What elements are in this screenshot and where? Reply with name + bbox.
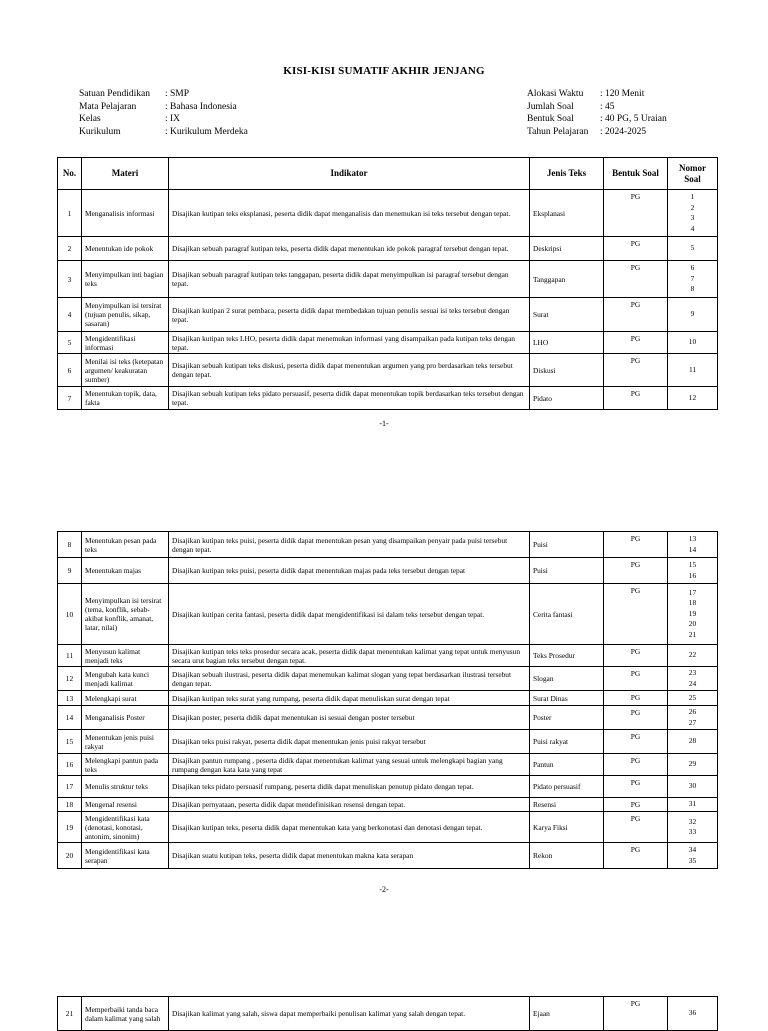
nomor-soal-value: 31 xyxy=(688,799,697,809)
bentuk-soal-cell: PG xyxy=(604,706,668,730)
indikator-cell: Disajikan kutipan 2 surat pembaca, peserta didik dapat membedakan tujuan penulis sesuai isi teks tersebut dengan tepat. xyxy=(169,298,530,332)
nomor-soal-value: 5 xyxy=(690,243,695,253)
table-body xyxy=(58,532,718,869)
indikator-cell: Disajikan pantun rumpang , peserta didik dapat menentukan kalimat yang sesuai untuk melengkapi bagian yang rumpang dengan kata kata yang tepat xyxy=(169,754,530,776)
info-row xyxy=(79,88,248,101)
table-row xyxy=(58,558,718,584)
indikator-cell: Disajikan kutipan teks surat yang rumpang, peserta didik dapat menuliskan surat dengan tepat xyxy=(169,691,530,706)
header-jenis-teks: Jenis Teks xyxy=(530,158,604,190)
table-row xyxy=(58,354,718,387)
row-number: 10 xyxy=(58,584,82,645)
nomor-soal-cell xyxy=(668,298,718,332)
bentuk-soal-cell: PG xyxy=(604,997,668,1031)
materi-cell: Menentukan pesan pada teks xyxy=(82,532,169,558)
document-title: KISI-KISI SUMATIF AKHIR JENJANG xyxy=(283,65,485,77)
row-number: 6 xyxy=(58,354,82,387)
materi-cell: Menentukan topik, data, fakta xyxy=(82,387,169,410)
jenis-teks-cell: Puisi xyxy=(530,558,604,584)
materi-cell: Mengubah kata kunci menjadi kalimat xyxy=(82,667,169,691)
jenis-teks-cell: Tanggapan xyxy=(530,261,604,298)
indikator-cell: Disajikan kutipan teks eksplanasi, peserta didik dapat menganalisis dan menemukan isi teks tersebut dengan tepat. xyxy=(169,190,530,237)
bentuk-soal-cell: PG xyxy=(604,754,668,776)
info-value: : SMP xyxy=(165,88,189,101)
materi-cell: Mengidentifikasi informasi xyxy=(82,332,169,354)
info-label: Kurikulum xyxy=(79,126,121,137)
table-row xyxy=(58,387,718,410)
info-value: : 45 xyxy=(600,101,615,114)
info-label: Bentuk Soal xyxy=(527,114,574,124)
bentuk-soal-cell: PG xyxy=(604,798,668,812)
info-row xyxy=(527,126,667,139)
jenis-teks-cell: Karya Fiksi xyxy=(530,812,604,843)
info-label: Satuan Pendidikan xyxy=(79,89,150,99)
table-row xyxy=(58,730,718,754)
jenis-teks-cell: Deskripsi xyxy=(530,237,604,261)
jenis-teks-cell: Pidato xyxy=(530,387,604,410)
nomor-soal-value: 24 xyxy=(688,678,697,688)
info-row xyxy=(79,101,248,114)
nomor-soal-value: 17 xyxy=(688,587,697,597)
nomor-soal-value: 6 xyxy=(690,263,695,273)
info-label: Jumlah Soal xyxy=(527,101,574,112)
nomor-soal-cell xyxy=(668,532,718,558)
indikator-cell: Disajikan poster, peserta didik dapat menentukan isi sesuai dengan poster tersebut xyxy=(169,706,530,730)
nomor-soal-value: 22 xyxy=(688,650,697,660)
materi-cell: Menentukan majas xyxy=(82,558,169,584)
table-row xyxy=(58,706,718,730)
jenis-teks-cell: Slogan xyxy=(530,667,604,691)
bentuk-soal-cell: PG xyxy=(604,354,668,387)
indikator-cell: Disajikan teks puisi rakyat, peserta didik dapat menentukan jenis puisi rakyat tersebut xyxy=(169,730,530,754)
materi-cell: Menentukan ide pokok xyxy=(82,237,169,261)
table-row xyxy=(58,261,718,298)
page-number: -2- xyxy=(379,885,389,894)
nomor-soal-value: 35 xyxy=(688,855,697,865)
indikator-cell: Disajikan sebuah paragraf kutipan teks, peserta didik dapat menentukan ide pokok paragraf tersebut dengan tepat. xyxy=(169,237,530,261)
table-row xyxy=(58,532,718,558)
info-row xyxy=(527,101,667,114)
nomor-soal-value: 32 xyxy=(688,816,697,826)
nomor-soal-cell xyxy=(668,645,718,667)
row-number: 7 xyxy=(58,387,82,410)
nomor-soal-value: 20 xyxy=(688,619,697,629)
materi-cell: Menganalisis Poster xyxy=(82,706,169,730)
header-materi: Materi xyxy=(82,158,169,190)
bentuk-soal-cell: PG xyxy=(604,387,668,410)
nomor-soal-cell xyxy=(668,730,718,754)
nomor-soal-cell xyxy=(668,667,718,691)
nomor-soal-value: 29 xyxy=(688,759,697,769)
row-number: 18 xyxy=(58,798,82,812)
materi-cell: Menyimpulkan inti bagian teks xyxy=(82,261,169,298)
row-number: 11 xyxy=(58,645,82,667)
nomor-soal-cell xyxy=(668,691,718,706)
materi-cell: Menyimpulkan isi tersirat (tujuan penulis, sikap, sasaran) xyxy=(82,298,169,332)
kisi-table-page-1 xyxy=(57,157,718,410)
nomor-soal-cell xyxy=(668,843,718,869)
info-value: : IX xyxy=(165,113,180,126)
nomor-soal-cell xyxy=(668,798,718,812)
info-label: Mata Pelajaran xyxy=(79,101,137,112)
materi-cell: Memperbaiki tanda baca dalam kalimat yang salah xyxy=(82,997,169,1031)
bentuk-soal-cell: PG xyxy=(604,558,668,584)
table-row xyxy=(58,798,718,812)
header-indikator: Indikator xyxy=(169,158,530,190)
nomor-soal-value: 25 xyxy=(688,692,697,702)
nomor-soal-value: 26 xyxy=(688,707,697,716)
row-number: 8 xyxy=(58,532,82,558)
table-row xyxy=(58,667,718,691)
kisi-table-page-3 xyxy=(57,996,718,1031)
nomor-soal-value: 4 xyxy=(690,223,695,233)
row-number: 17 xyxy=(58,776,82,798)
table-row xyxy=(58,237,718,261)
nomor-soal-value: 36 xyxy=(688,1008,697,1018)
nomor-soal-cell xyxy=(668,261,718,298)
nomor-soal-value: 18 xyxy=(688,598,697,608)
table-body xyxy=(58,997,718,1031)
info-value: : 120 Menit xyxy=(600,88,644,101)
info-row xyxy=(79,113,248,126)
info-value: : Bahasa Indonesia xyxy=(165,101,237,114)
table-row xyxy=(58,332,718,354)
info-value: : 2024-2025 xyxy=(600,126,646,139)
row-number: 2 xyxy=(58,237,82,261)
nomor-soal-cell xyxy=(668,812,718,843)
jenis-teks-cell: Pidato persuasif xyxy=(530,776,604,798)
materi-cell: Melengkapi surat xyxy=(82,691,169,706)
nomor-soal-cell xyxy=(668,706,718,730)
nomor-soal-value: 1 xyxy=(690,192,695,201)
bentuk-soal-cell: PG xyxy=(604,332,668,354)
nomor-soal-value: 7 xyxy=(690,273,695,283)
jenis-teks-cell: Ejaan xyxy=(530,997,604,1031)
row-number: 5 xyxy=(58,332,82,354)
materi-cell: Menulis struktur teks xyxy=(82,776,169,798)
jenis-teks-cell: Pantun xyxy=(530,754,604,776)
indikator-cell: Disajikan kutipan teks LHO, peserta didik dapat menemukan informasi yang disampaikan pada kutipan teks dengan tepat. xyxy=(169,332,530,354)
nomor-soal-cell xyxy=(668,776,718,798)
indikator-cell: Disajikan sebuah ilustrasi, peserta didik dapat menemukan kalimat slogan yang tepat berdasarkan ilustrasi tersebut dengan tepat. xyxy=(169,667,530,691)
nomor-soal-value: 19 xyxy=(688,608,697,618)
header-no: No. xyxy=(58,158,82,190)
nomor-soal-value: 28 xyxy=(688,736,697,746)
row-number: 16 xyxy=(58,754,82,776)
bentuk-soal-cell: PG xyxy=(604,532,668,558)
indikator-cell: Disajikan sebuah kutipan teks pidato persuasif, peserta didik dapat menentukan topik berdasarkan teks tersebut dengan tepat. xyxy=(169,387,530,410)
table-row xyxy=(58,812,718,843)
nomor-soal-cell xyxy=(668,584,718,645)
nomor-soal-cell xyxy=(668,237,718,261)
row-number: 3 xyxy=(58,261,82,298)
kisi-table-page-2 xyxy=(57,531,718,869)
info-row xyxy=(79,126,248,139)
jenis-teks-cell: Teks Prosedur xyxy=(530,645,604,667)
indikator-cell: Disajikan teks pidato persuasif rumpang, peserta didik dapat menuliskan penutup pidato dengan tepat. xyxy=(169,776,530,798)
table-row xyxy=(58,645,718,667)
nomor-soal-value: 12 xyxy=(688,392,697,402)
row-number: 14 xyxy=(58,706,82,730)
info-row xyxy=(527,113,667,126)
nomor-soal-cell xyxy=(668,332,718,354)
row-number: 1 xyxy=(58,190,82,237)
materi-cell: Menganalisis informasi xyxy=(82,190,169,237)
info-right xyxy=(527,88,667,138)
row-number: 20 xyxy=(58,843,82,869)
materi-cell: Mengenal resensi xyxy=(82,798,169,812)
indikator-cell: Disajikan kutipan teks, peserta didik dapat menentukan kata yang berkonotasi dan denotasi dengan tepat. xyxy=(169,812,530,843)
nomor-soal-value: 15 xyxy=(688,560,697,569)
info-row xyxy=(527,88,667,101)
materi-cell: Menyimpulkan isi tersirat (tema, konflik, sebab-akibat konflik, amanat, latar, nilai) xyxy=(82,584,169,645)
info-left xyxy=(79,88,248,138)
table-row xyxy=(58,776,718,798)
indikator-cell: Disajikan kalimat yang salah, siswa dapat memperbaiki penulisan kalimat yang salah dengan tepat. xyxy=(169,997,530,1031)
materi-cell: Melengkapi pantun pada teks xyxy=(82,754,169,776)
bentuk-soal-cell: PG xyxy=(604,584,668,645)
materi-cell: Mengidentifikasi kata serapan xyxy=(82,843,169,869)
indikator-cell: Disajikan sebuah kutipan teks diskusi, peserta didik dapat menentukan argumen yang pro berdasarkan teks tersebut dengan tepat. xyxy=(169,354,530,387)
jenis-teks-cell: LHO xyxy=(530,332,604,354)
materi-cell: Menilai isi teks (ketepatan argumen/ keakuratan sumber) xyxy=(82,354,169,387)
bentuk-soal-cell: PG xyxy=(604,812,668,843)
jenis-teks-cell: Surat Dinas xyxy=(530,691,604,706)
jenis-teks-cell: Puisi xyxy=(530,532,604,558)
table-row xyxy=(58,584,718,645)
table-header-row xyxy=(58,158,718,190)
page-number: -1- xyxy=(379,419,389,428)
nomor-soal-value: 13 xyxy=(688,534,697,543)
jenis-teks-cell: Puisi rakyat xyxy=(530,730,604,754)
indikator-cell: Disajikan kutipan teks teks prosedur secara acak, peserta didik dapat menentukan kalimat yang tepat untuk menyusun secara urut bagian teks tersebut dengan tepat. xyxy=(169,645,530,667)
indikator-cell: Disajikan pernyataan, peserta didik dapat mendefinisikan resensi dengan tepat. xyxy=(169,798,530,812)
nomor-soal-value: 33 xyxy=(688,827,697,836)
row-number: 4 xyxy=(58,298,82,332)
bentuk-soal-cell: PG xyxy=(604,730,668,754)
table-row xyxy=(58,843,718,869)
nomor-soal-value: 30 xyxy=(688,781,697,791)
bentuk-soal-cell: PG xyxy=(604,667,668,691)
bentuk-soal-cell: PG xyxy=(604,776,668,798)
bentuk-soal-cell: PG xyxy=(604,691,668,706)
nomor-soal-cell xyxy=(668,558,718,584)
nomor-soal-cell xyxy=(668,190,718,237)
nomor-soal-value: 8 xyxy=(690,284,695,294)
nomor-soal-value: 10 xyxy=(688,337,697,347)
nomor-soal-value: 9 xyxy=(690,309,695,319)
jenis-teks-cell: Eksplanasi xyxy=(530,190,604,237)
jenis-teks-cell: Resensi xyxy=(530,798,604,812)
nomor-soal-value: 21 xyxy=(688,629,697,639)
table-body xyxy=(58,190,718,410)
nomor-soal-value: 23 xyxy=(688,668,697,677)
header-bentuk-soal: Bentuk Soal xyxy=(604,158,668,190)
bentuk-soal-cell: PG xyxy=(604,190,668,237)
indikator-cell: Disajikan kutipan teks puisi, peserta didik dapat menentukan majas pada teks tersebut dengan tepat xyxy=(169,558,530,584)
jenis-teks-cell: Rekon xyxy=(530,843,604,869)
info-label: Kelas xyxy=(79,114,101,124)
indikator-cell: Disajikan suatu kutipan teks, peserta didik dapat menentukan makna kata serapan xyxy=(169,843,530,869)
row-number: 15 xyxy=(58,730,82,754)
nomor-soal-value: 3 xyxy=(690,213,695,222)
bentuk-soal-cell: PG xyxy=(604,261,668,298)
jenis-teks-cell: Cerita fantasi xyxy=(530,584,604,645)
info-value: : Kurikulum Merdeka xyxy=(165,126,248,139)
bentuk-soal-cell: PG xyxy=(604,298,668,332)
header-nomor-soal: Nomor Soal xyxy=(668,158,718,190)
nomor-soal-value: 2 xyxy=(690,202,695,212)
materi-cell: Mengidentifikasi kata (denotasi, konotasi, antonim, sinonim) xyxy=(82,812,169,843)
jenis-teks-cell: Poster xyxy=(530,706,604,730)
nomor-soal-value: 34 xyxy=(688,845,697,854)
info-label: Alokasi Waktu xyxy=(527,89,584,99)
indikator-cell: Disajikan sebuah paragraf kutipan teks tanggapan, peserta didik dapat menyimpulkan isi paragraf tersebut dengan tepat. xyxy=(169,261,530,298)
jenis-teks-cell: Diskusi xyxy=(530,354,604,387)
materi-cell: Menentukan jenis puisi rakyat xyxy=(82,730,169,754)
bentuk-soal-cell: PG xyxy=(604,843,668,869)
table-row xyxy=(58,190,718,237)
nomor-soal-cell xyxy=(668,997,718,1031)
row-number: 9 xyxy=(58,558,82,584)
table-row xyxy=(58,754,718,776)
bentuk-soal-cell: PG xyxy=(604,237,668,261)
nomor-soal-cell xyxy=(668,754,718,776)
row-number: 21 xyxy=(58,997,82,1031)
nomor-soal-cell xyxy=(668,354,718,387)
row-number: 13 xyxy=(58,691,82,706)
materi-cell: Menyusun kalimat menjadi teks xyxy=(82,645,169,667)
indikator-cell: Disajikan kutipan cerita fantasi, peserta didik dapat mengidentifikasi isi dalam teks tersebut dengan tepat. xyxy=(169,584,530,645)
nomor-soal-value: 14 xyxy=(688,544,697,554)
nomor-soal-cell xyxy=(668,387,718,410)
bentuk-soal-cell: PG xyxy=(604,645,668,667)
table-row xyxy=(58,691,718,706)
indikator-cell: Disajikan kutipan teks puisi, peserta didik dapat menentukan pesan yang disampaikan penyair pada puisi tersebut dengan tepat. xyxy=(169,532,530,558)
info-value: : 40 PG, 5 Uraian xyxy=(600,113,667,126)
table-row xyxy=(58,298,718,332)
nomor-soal-value: 27 xyxy=(688,717,697,727)
nomor-soal-value: 11 xyxy=(688,364,697,374)
jenis-teks-cell: Surat xyxy=(530,298,604,332)
table-row xyxy=(58,997,718,1031)
row-number: 12 xyxy=(58,667,82,691)
row-number: 19 xyxy=(58,812,82,843)
nomor-soal-value: 16 xyxy=(688,570,697,580)
info-label: Tahun Pelajaran xyxy=(527,126,589,137)
